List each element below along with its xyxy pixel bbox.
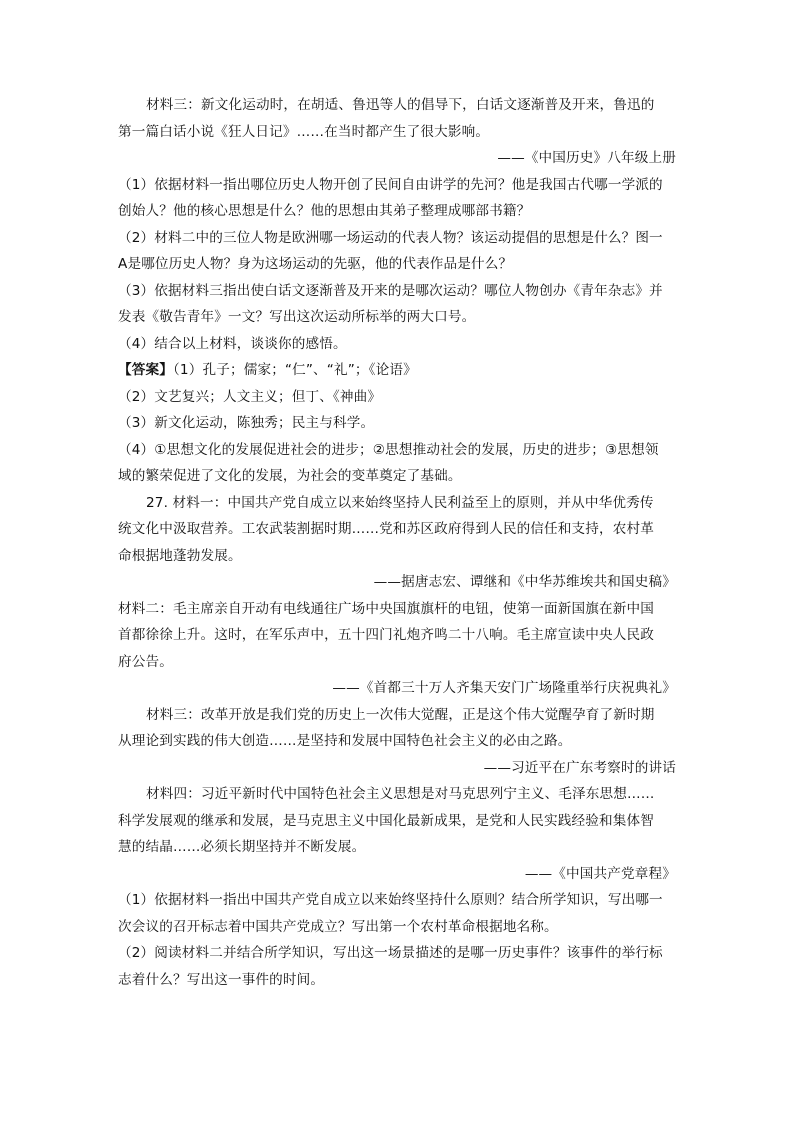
line-text: ——《中国共产党章程》 (524, 865, 676, 882)
text-line (118, 304, 676, 331)
text-line (118, 596, 676, 623)
line-text: 发表《敬告青年》一文？写出这次运动所标举的两大口号。 (118, 309, 476, 325)
text-line (118, 622, 676, 649)
line-text: 从理论到实践的伟大创造……是坚持和发展中国特色社会主义的必由之路。 (118, 733, 572, 749)
line-text: A是哪位历史人物？身为这场运动的先驱，他的代表作品是什么？ (118, 256, 513, 272)
text-line (118, 384, 676, 411)
line-text: 统文化中汲取营养。工农武装割据时期……党和苏区政府得到人民的信任和支持，农村革 (118, 521, 655, 537)
text-line (118, 331, 676, 358)
text-line (118, 225, 676, 252)
text-line (118, 357, 676, 384)
text-line (118, 781, 676, 808)
text-line (118, 516, 676, 543)
source-citation (118, 755, 676, 782)
text-line (118, 940, 676, 967)
line-text: ——《中国历史》八年级上册 (497, 150, 676, 166)
text-line (118, 251, 676, 278)
text-line (118, 702, 676, 729)
line-text: （1）依据材料一指出哪位历史人物开创了民间自由讲学的先河？他是我国古代哪一学派的 (118, 176, 663, 193)
line-text: 材料三：改革开放是我们党的历史上一次伟大觉醒，正是这个伟大觉醒孕育了新时期 (146, 706, 655, 723)
text-line (118, 278, 676, 305)
text-line (118, 490, 676, 517)
line-text: 第一篇白话小说《狂人日记》……在当时都产生了很大影响。 (118, 123, 490, 140)
source-citation (118, 145, 676, 172)
line-text: （1）依据材料一指出中国共产党自成立以来始终坚持什么原则？结合所学知识，写出哪一 (118, 892, 663, 908)
document-body (118, 92, 676, 993)
text-line (118, 808, 676, 835)
text-line (118, 914, 676, 941)
text-line (118, 437, 676, 464)
line-text: 材料二：毛主席亲自开动有电线通往广场中央国旗旗杆的电钮，使第一面新国旗在新中国 (118, 600, 655, 617)
line-text: 命根据地蓬勃发展。 (118, 547, 242, 564)
line-text: （2）阅读材料二并结合所学知识，写出这一场景描述的是哪一历史事件？该事件的举行标 (118, 945, 663, 961)
line-text: 首都徐徐上升。这时，在军乐声中，五十四门礼炮齐鸣二十八响。毛主席宣读中央人民政 (118, 627, 655, 643)
line-text: ——《首都三十万人齐集天安门广场隆重举行庆祝典礼》 (332, 680, 676, 696)
line-text: （1）孔子；儒家；“仁”、“礼”；《论语》 (172, 362, 417, 378)
text-line (118, 834, 676, 861)
line-text: 慧的结晶……必须长期坚持并不断发展。 (118, 839, 366, 855)
answer-label: 【答案】 (118, 362, 173, 378)
line-text: 次会议的召开标志着中国共产党成立？写出第一个农村革命根据地名称。 (118, 918, 558, 935)
line-text: （3）新文化运动，陈独秀；民主与科学。 (118, 415, 375, 431)
line-text: 府公告。 (118, 653, 173, 670)
line-text: 材料四：习近平新时代中国特色社会主义思想是对马克思列宁主义、毛泽东思想…… (146, 786, 655, 802)
line-text: （3）依据材料三指出使白话文逐渐普及开来的是哪次运动？哪位人物创办《青年杂志》并 (118, 282, 663, 299)
text-line (118, 119, 676, 146)
text-line (118, 649, 676, 676)
text-line (118, 728, 676, 755)
line-text: ——据唐志宏、谭继和《中华苏维埃共和国史稿》 (373, 574, 676, 590)
line-text: （4）结合以上材料，谈谈你的感悟。 (118, 335, 347, 352)
text-line (118, 463, 676, 490)
source-citation (118, 569, 676, 596)
text-line (118, 543, 676, 570)
line-text: ——习近平在广东考察时的讲话 (483, 759, 676, 776)
text-line (118, 172, 676, 199)
line-text: （2）材料二中的三位人物是欧洲哪一场运动的代表人物？该运动提倡的思想是什么？图一 (118, 229, 663, 246)
text-line (118, 887, 676, 914)
source-citation (118, 675, 676, 702)
text-line (118, 967, 676, 994)
line-text: 27. 材料一：中国共产党自成立以来始终坚持人民利益至上的原则，并从中华优秀传 (146, 494, 654, 511)
text-line (118, 410, 676, 437)
text-line (118, 198, 676, 225)
source-citation (118, 861, 676, 888)
text-line (118, 92, 676, 119)
line-text: （2）文艺复兴；人文主义；但丁、《神曲》 (118, 388, 382, 405)
line-text: 科学发展观的继承和发展，是马克思主义中国化最新成果，是党和人民实践经验和集体智 (118, 812, 655, 829)
line-text: （4）①思想文化的发展促进社会的进步；②思想推动社会的发展，历史的进步；③思想领 (118, 441, 659, 458)
line-text: 材料三：新文化运动时，在胡适、鲁迅等人的倡导下，白话文逐渐普及开来，鲁迅的 (146, 97, 655, 113)
line-text: 志着什么？写出这一事件的时间。 (118, 971, 325, 988)
line-text: 域的繁荣促进了文化的发展，为社会的变革奠定了基础。 (118, 468, 462, 484)
line-text: 创始人？他的核心思想是什么？他的思想由其弟子整理成哪部书籍？ (118, 203, 531, 219)
